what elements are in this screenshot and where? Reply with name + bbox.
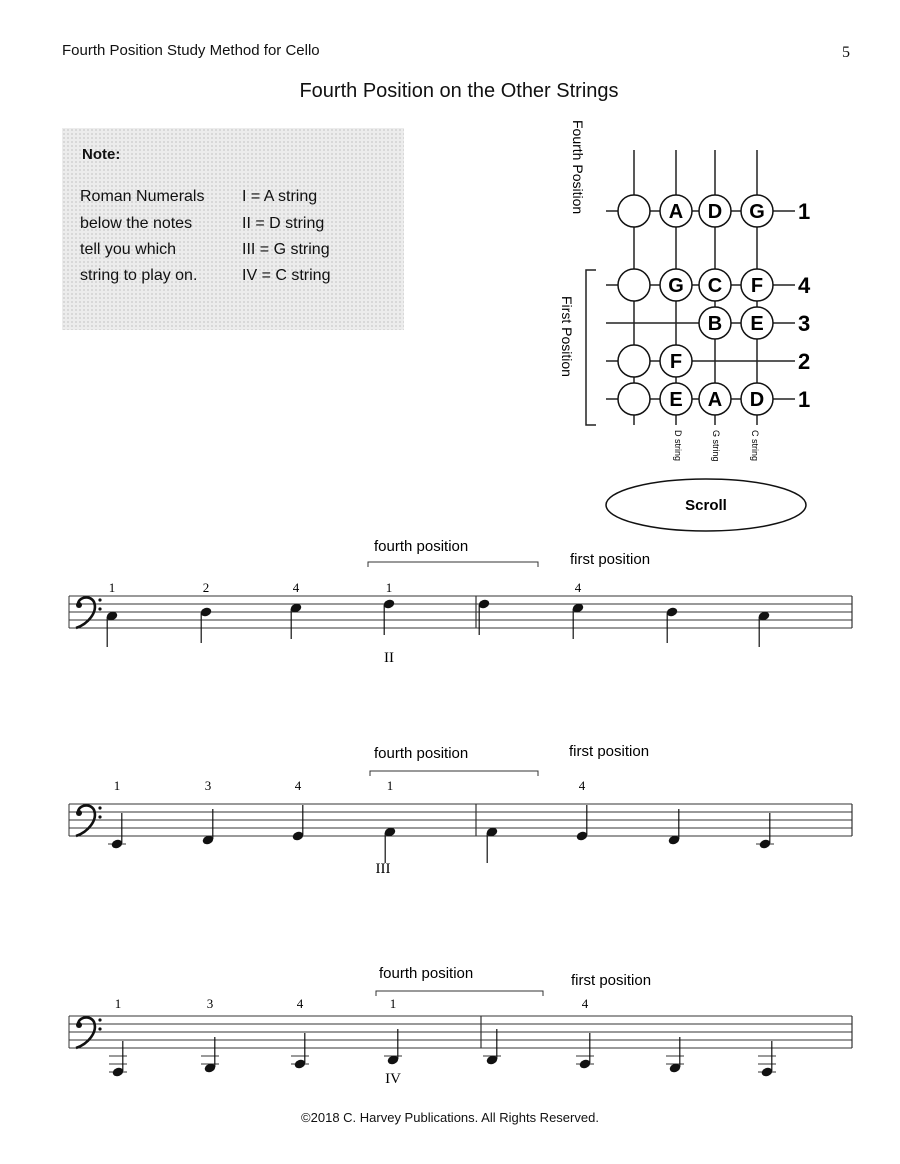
fingering-number: 1 <box>114 996 122 1011</box>
note-line: tell you which <box>80 241 177 258</box>
finger-number: 1 <box>798 387 811 412</box>
fourth-position-label: Fourth Position <box>570 120 586 215</box>
fingering-number: 1 <box>108 580 116 595</box>
note-letter: E <box>669 389 683 411</box>
finger-number: 1 <box>798 199 811 224</box>
note-heading: Note: <box>82 146 121 163</box>
note-letter: B <box>707 313 723 335</box>
first-position-label: first position <box>569 743 650 760</box>
note-letter: E <box>750 313 764 335</box>
copyright-footer: ©2018 C. Harvey Publications. All Rights Reserved. <box>301 1110 599 1125</box>
bass-clef-icon <box>98 806 101 809</box>
string-legend-item: IV = C string <box>242 267 331 284</box>
note-letter: A <box>707 389 723 411</box>
fingering-number: 4 <box>578 778 586 793</box>
note-letter: G <box>668 275 684 297</box>
bass-clef-icon <box>76 810 82 816</box>
note-letter: G <box>749 201 765 223</box>
bass-clef-icon <box>98 815 101 818</box>
string-numeral: II <box>384 650 394 666</box>
page-number: 5 <box>842 44 850 61</box>
fingering-number: 2 <box>202 580 210 595</box>
bass-clef-icon <box>76 602 82 608</box>
fingering-number: 1 <box>385 580 393 595</box>
string-label: D string <box>673 430 683 462</box>
note-line: string to play on. <box>80 267 198 284</box>
note-letter: D <box>749 389 765 411</box>
fingering-number: 3 <box>204 778 212 793</box>
bass-clef-icon <box>98 598 101 601</box>
fingering-number: 1 <box>386 778 394 793</box>
fourth-position-label: fourth position <box>374 538 469 555</box>
bass-clef-icon <box>98 1027 101 1030</box>
note-line: Roman Numerals <box>80 188 205 205</box>
fingering-number: 4 <box>296 996 304 1011</box>
position-bracket <box>368 562 538 567</box>
header-title: Fourth Position Study Method for Cello <box>62 42 320 59</box>
fingering-number: 3 <box>206 996 214 1011</box>
note-letter: D <box>707 201 723 223</box>
fourth-position-label: fourth position <box>374 745 469 762</box>
string-numeral: III <box>375 861 391 877</box>
finger-number: 2 <box>798 349 811 374</box>
string-label: G string <box>711 430 721 462</box>
page-title: Fourth Position on the Other Strings <box>299 80 619 102</box>
scroll-label: Scroll <box>685 497 727 514</box>
string-label: C string <box>750 430 760 462</box>
note-letter: C <box>707 275 723 297</box>
note-letter: F <box>750 275 764 297</box>
bass-clef-icon <box>98 1018 101 1021</box>
finger-number: 4 <box>798 273 811 298</box>
bass-clef-icon <box>98 607 101 610</box>
first-position-label: first position <box>571 972 652 989</box>
string-legend-item: II = D string <box>242 215 325 232</box>
fingering-number: 1 <box>113 778 121 793</box>
bass-clef-icon <box>76 1022 82 1028</box>
first-position-label: first position <box>570 551 651 568</box>
fourth-position-label: fourth position <box>379 965 474 982</box>
fingering-number: 4 <box>292 580 300 595</box>
first-position-label: First Position <box>559 296 575 377</box>
note-line: below the notes <box>80 215 193 232</box>
fingering-number: 4 <box>294 778 302 793</box>
finger-number: 3 <box>798 311 811 336</box>
string-legend-item: I = A string <box>242 188 318 205</box>
position-bracket <box>370 771 538 776</box>
fingering-number: 1 <box>389 996 397 1011</box>
string-legend-item: III = G string <box>242 241 330 258</box>
string-numeral: IV <box>385 1071 401 1087</box>
fingering-number: 4 <box>581 996 589 1011</box>
note-letter: A <box>668 201 684 223</box>
note-letter: F <box>669 351 683 373</box>
position-bracket <box>376 991 543 996</box>
fingering-number: 4 <box>574 580 582 595</box>
